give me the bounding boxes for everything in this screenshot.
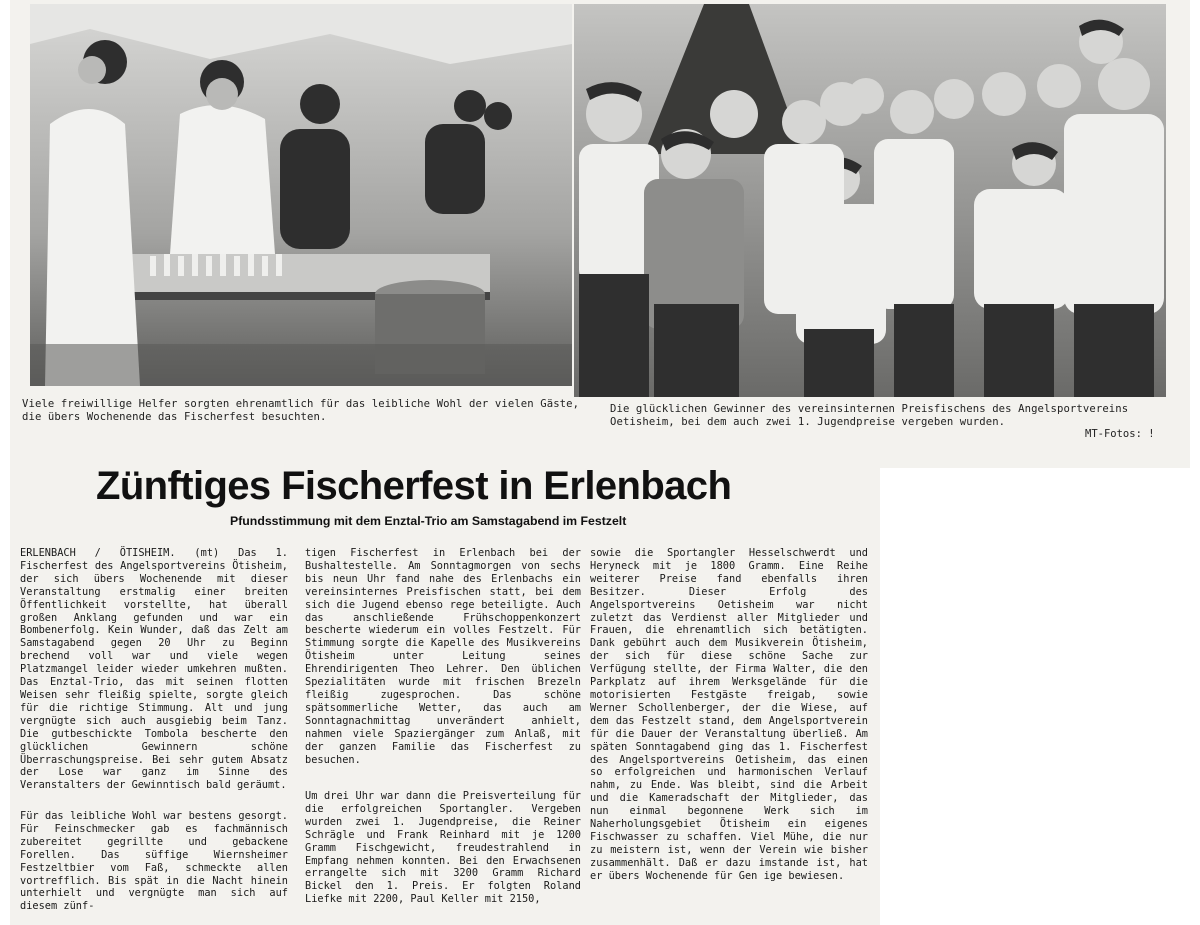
photo-winners [574, 4, 1166, 397]
caption-right-photo: Die glücklichen Gewinner des vereinsinternen Preisfischens des Angelsportvereins Oetisheim, bei dem auch zwei 1. Jugendpreise vergeben wurden. [610, 403, 1129, 428]
photo-volunteers-image [30, 4, 572, 386]
article-column-1-paragraph-2: Für das leibliche Wohl war bestens gesorgt. Für Feinschmecker gab es fachmännisch zubereitet gegrillte und gebackene Forellen. Das süffige Wiernsheimer Festzeltbier vom Faß, schmeckte allen vortrefflich. Bis spät in die Nacht hinein unterhielt und vergnügte man sich auf diesem zünf- [20, 810, 288, 913]
article-column-2: tigen Fischerfest in Erlenbach bei der Bushaltestelle. Am Sonntagmorgen von sechs bis neun Uhr fand nahe des Erlenbachs ein vereinsinternes Preisfischen statt, bei dem sich die Jugend ebenso rege beteiligte. Auch das anschließende Frühschoppenkonzert bescherte wiederum ein volles Festzelt. Für Stimmung sorgte die Kapelle des Musikvereins Ötisheim unter Leitung seines Ehrendirigenten Theo Lehrer. Den üblichen Spezialitäten wurde mit frischen Brezeln fleißig zugesprochen. Das schöne spätsommerliche Wetter, das auch am Sonntagnachmittag unverändert anhielt, nahmen viele Spaziergänger zum Anlaß, mit der ganzen Familie das Fischerfest zu besuchen. [305, 547, 581, 766]
article-column-1: ERLENBACH / ÖTISHEIM. (mt) Das 1. Fischerfest des Angelsportvereins Ötisheim, der sich übers Wochenende mit dieser Veranstaltung erstmalig einer breiten Öffentlichkeit vorstellte, hat überall großen Anklang gefunden und war ein Bombenerfolg. Kein Wunder, daß das Zelt am Samstagabend gegen 20 Uhr zu Beginn brechend voll war und viele wegen Platzmangel leider wieder umkehren mußten. Das Enztal-Trio, das mit seinen flotten Weisen sehr fleißig spielte, sorgte gleich für die richtige Stimmung. Alt und jung vergnügte sich auch ausgiebig beim Tanz. Die gutbeschickte Tombola bescherte den glücklichen Gewinnern schöne Überraschungspreise. Bei sehr gutem Absatz der Lose war ganz im Sinne des Veranstalters der Gewinntisch bald geräumt. [20, 547, 288, 792]
photo-winners-image [574, 4, 1166, 397]
article-column-2-paragraph-2: Um drei Uhr war dann die Preisverteilung für die erfolgreichen Sportangler. Vergeben wurden zwei 1. Jugendpreise, die Reiner Schrägle und Frank Reinhard mit je 1200 Gramm Fischgewicht, freudestrahlend in Empfang nehmen konnten. Bei den Erwachsenen errangelte sich mit 3200 Gramm Richard Bickel den 1. Preis. Er folgten Roland Liefke mit 2200, Paul Keller mit 2150, [305, 790, 581, 906]
caption-left-photo: Viele freiwillige Helfer sorgten ehrenamtlich für das leibliche Wohl der vielen Gäste, die übers Wochenende das Fischerfest besuchten. [22, 398, 580, 423]
article-subheadline: Pfundsstimmung mit dem Enztal-Trio am Samstagabend im Festzelt [230, 514, 627, 528]
photo-credit: MT-Fotos: ! [1085, 428, 1155, 440]
article-headline: Zünftiges Fischerfest in Erlenbach [96, 464, 732, 508]
photo-volunteers [30, 4, 572, 386]
article-column-3: sowie die Sportangler Hesselschwerdt und Heryneck mit je 1800 Gramm. Eine Reihe weiterer Preise fand ebenfalls ihren Besitzer. Dieser Erfolg des Angelsportvereins Oetisheim war nicht zuletzt das Verdienst aller Mitglieder und Frauen, die ehrenamtlich sich betätigten. Dank gebührt auch dem Musikverein Ötisheim, der sich für diese schöne Sache zur Verfügung stellte, der Firma Walter, die den Parkplatz auf ihrem Werksgelände für die motorisierten Festgäste freigab, sowie Werner Schollenberger, der die Wiese, auf dem das Festzelt stand, dem Angelsportverein für die Dauer der Veranstaltung überließ. Am späten Sonntagabend ging das 1. Fischerfest des Angelsportvereins Oetisheim, das einen so erfolgreichen und harmonischen Verlauf nahm, zu Ende. Was bleibt, sind die Arbeit und die Kameradschaft der Mitglieder, das nun einmal begonnene Werk sich im Naherholungsgebiet Ötisheim ein eigenes Fischwasser zu schaffen. Viel Mühe, die nur zu meistern ist, wenn der Verein wie bisher zusammenhält. Daß er dazu imstande ist, hat er übers Wochenende für Gen ige bewiesen. [590, 547, 868, 882]
